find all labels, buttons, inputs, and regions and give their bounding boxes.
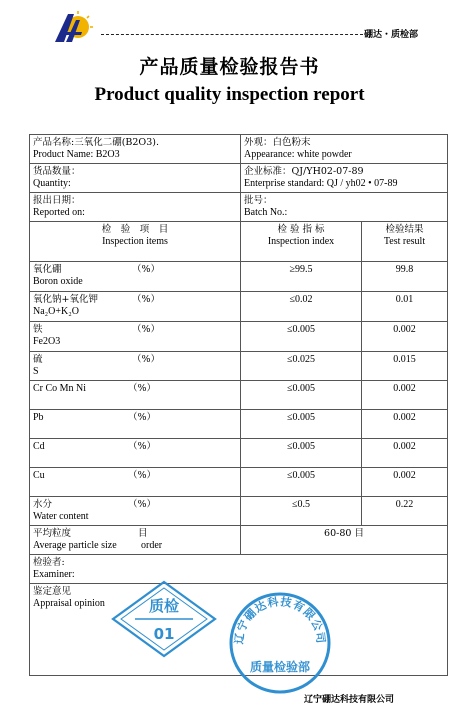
examiner-en: Examiner: [33, 569, 75, 580]
item-unit: （%） [128, 441, 157, 452]
col-header-items-cn: 检 验 项 目 [101, 224, 169, 235]
item-cell [30, 292, 241, 322]
appearance-cn: 外观：白色粉末 [244, 137, 311, 148]
table-row [30, 322, 448, 352]
info-row-reported [30, 193, 448, 222]
reported-en: Reported on: [33, 207, 85, 218]
item-cell [30, 352, 241, 381]
particle-unit-cn: 目 [138, 528, 148, 539]
item-name-en: Water content [33, 511, 89, 522]
col-header-result [362, 222, 448, 262]
item-unit: （%） [128, 412, 157, 423]
result-cell: 0.22 [362, 497, 448, 526]
item-cell [30, 262, 241, 292]
item-cell [30, 322, 241, 352]
index-cell: ≤0.025 [241, 352, 362, 381]
item-name-en: Fe2O3 [33, 336, 61, 347]
item-name-cn: Pb [33, 412, 44, 423]
table-row [30, 439, 448, 468]
info-row-product [30, 135, 448, 164]
item-name-cn: 铁 [33, 324, 43, 335]
result-cell: 0.002 [362, 381, 448, 410]
table-row [30, 468, 448, 497]
item-name-cn: 硫 [33, 354, 43, 365]
item-name-cn: 氧化钠+氧化钾 [33, 294, 98, 305]
index-cell: ≤0.005 [241, 381, 362, 410]
index-cell: ≤0.005 [241, 322, 362, 352]
result-cell: 0.01 [362, 292, 448, 322]
col-header-items-en: Inspection items [102, 236, 168, 247]
item-name-cn: Cd [33, 441, 45, 452]
index-cell: ≤0.005 [241, 439, 362, 468]
table-row [30, 262, 448, 292]
index-cell: ≥99.5 [241, 262, 362, 292]
standard-cn: 企业标准：QJ/YH02-07-89 [244, 166, 364, 177]
col-header-index [241, 222, 362, 262]
inspection-seal-stamp [111, 580, 217, 658]
seal-diamond-top: 质检 [148, 597, 180, 615]
item-cell [30, 410, 241, 439]
col-header-index-cn: 检 验 指 标 [277, 224, 325, 235]
table-row [30, 352, 448, 381]
item-unit: （%） [132, 324, 161, 335]
particle-item-cell [30, 526, 241, 555]
info-row-quantity [30, 164, 448, 193]
item-cell [30, 468, 241, 497]
product-name-cell [30, 135, 241, 164]
quantity-cn: 货品数量： [33, 166, 81, 177]
header-company-tag: 硼达・质检部 [364, 30, 419, 40]
batch-cell [241, 193, 448, 222]
col-header-index-en: Inspection index [267, 236, 335, 247]
footer-company: 辽宁硼达科技有限公司 [304, 695, 395, 705]
col-header-result-en: Test result [383, 236, 426, 247]
page-title-en: Product quality inspection report [94, 84, 365, 105]
examiner-row [30, 555, 448, 584]
item-unit: （%） [132, 294, 161, 305]
col-header-items [30, 222, 241, 262]
index-cell: ≤0.5 [241, 497, 362, 526]
seal-round-ring-text: 辽宁硼达科技有限公司 [232, 595, 328, 645]
seal-diamond-bottom: 01 [153, 625, 175, 643]
index-cell: ≤0.02 [241, 292, 362, 322]
batch-en: Batch No.: [244, 207, 288, 218]
reported-cn: 报出日期： [33, 195, 81, 206]
item-cell [30, 439, 241, 468]
examiner-cn: 检验者: [33, 557, 65, 568]
appraisal-en: Appraisal opinion [33, 598, 105, 609]
particle-name-cn: 平均粒度 [33, 528, 72, 539]
item-name-cn: 氧化硼 [33, 264, 62, 275]
seal-round-center-text: 质量检验部 [249, 660, 311, 674]
product-name-en: Product Name: B2O3 [33, 149, 120, 160]
item-cell [30, 381, 241, 410]
batch-cn: 批号： [244, 195, 273, 206]
table-row [30, 381, 448, 410]
appearance-en: Appearance: white powder [244, 149, 352, 160]
page-title-cn: 产品质量检验报告书 [139, 56, 320, 78]
item-name-en: S [33, 366, 39, 377]
appearance-cell [241, 135, 448, 164]
particle-name-en: Average particle size [33, 540, 117, 551]
result-cell: 0.002 [362, 439, 448, 468]
index-cell: ≤0.005 [241, 468, 362, 497]
column-header-row [30, 222, 448, 262]
item-name-en: Na₂O+K₂O [33, 306, 79, 317]
item-unit: （%） [128, 383, 157, 394]
item-unit: （%） [132, 264, 161, 275]
result-cell: 99.8 [362, 262, 448, 292]
reported-cell [30, 193, 241, 222]
item-unit: （%） [132, 354, 161, 365]
table-row [30, 292, 448, 322]
item-name-en: Boron oxide [33, 276, 83, 287]
table-row [30, 497, 448, 526]
particle-value: 60-80 目 [241, 526, 448, 555]
particle-row [30, 526, 448, 555]
item-name-cn: 水分 [33, 499, 53, 510]
item-name-cn: Cr Co Mn Ni [33, 383, 87, 394]
table-row [30, 410, 448, 439]
result-cell: 0.002 [362, 410, 448, 439]
quantity-cell [30, 164, 241, 193]
appraisal-cn: 鉴定意见 [33, 586, 72, 597]
standard-en: Enterprise standard: QJ / yh02 • 07-89 [244, 178, 398, 189]
svg-text:辽宁硼达科技有限公司 [232, 594, 329, 645]
item-unit: （%） [128, 499, 157, 510]
product-name-cn: 产品名称:三氧化二硼(B2O3). [33, 137, 159, 148]
header-rule [101, 34, 363, 35]
quantity-en: Quantity: [33, 178, 71, 189]
result-cell: 0.002 [362, 468, 448, 497]
item-name-cn: Cu [33, 470, 45, 481]
company-round-seal-stamp [228, 591, 332, 695]
particle-unit-en: order [141, 540, 163, 551]
standard-cell [241, 164, 448, 193]
company-logo-icon [52, 8, 96, 44]
examiner-cell [30, 555, 448, 584]
item-cell [30, 497, 241, 526]
col-header-result-cn: 检验结果 [385, 224, 424, 235]
result-cell: 0.015 [362, 352, 448, 381]
result-cell: 0.002 [362, 322, 448, 352]
item-unit: （%） [128, 470, 157, 481]
index-cell: ≤0.005 [241, 410, 362, 439]
